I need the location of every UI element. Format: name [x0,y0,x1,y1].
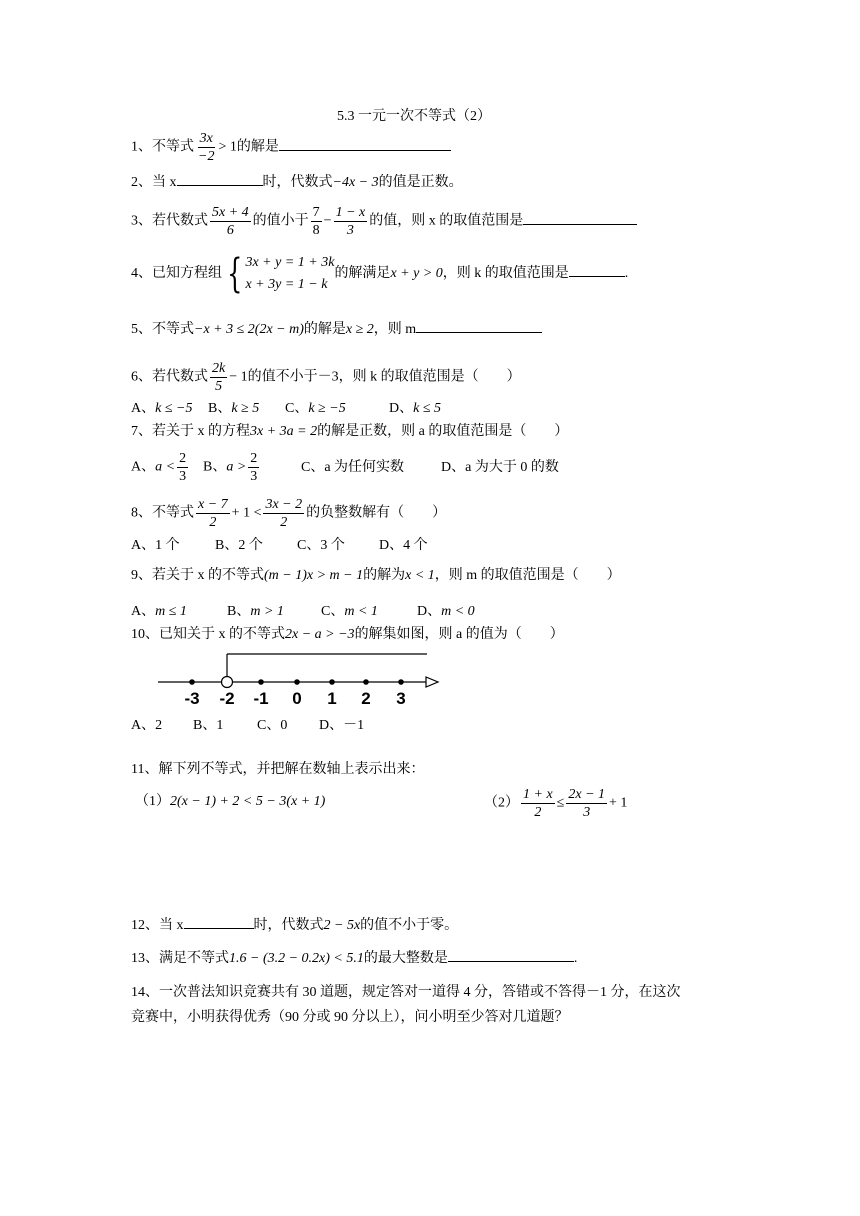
q6-numerator: 2k [212,361,226,376]
q12-prefix: 12、当 x [131,918,184,933]
q1-fraction [196,130,216,165]
question-5 [131,320,542,340]
q7-option-b[interactable] [203,450,301,485]
q8-suffix: 的负整数解有（ ） [306,505,447,521]
q5-suffix: ，则 m [373,322,417,337]
q6-option-b-value: k ≥ 5 [231,401,260,416]
number-line [150,648,450,710]
q9-option-b-label: B、 [227,604,251,619]
q3-f2-denominator: 8 [312,223,320,238]
q12-expression: 2 − 5x [323,918,361,933]
q7-option-a-num: 2 [179,451,187,466]
number-line-label: 2 [361,689,371,708]
number-line-point [399,680,403,684]
q9-expression: (m − 1)x > m − 1 [264,568,364,583]
q6-options [131,399,441,419]
q9-option-c[interactable] [321,602,417,622]
q8-fraction-1 [196,496,230,531]
q5-solution: x ≥ 2 [345,322,374,337]
q3-suffix: 的值，则 x 的取值范围是 [369,213,524,229]
q1-relation: > 1 [218,139,237,155]
q8-f2-numerator: 3x − 2 [265,497,303,512]
q3-f1-numerator: 5x + 4 [212,205,249,220]
q9-suffix: ，则 m 的取值范围是（ ） [434,568,621,583]
q6-prefix: 6、若代数式 [131,369,208,385]
q2-prefix: 2、当 x [131,175,177,190]
question-14-line-1: 14、一次普法知识竞赛共有 30 道题，规定答对一道得 4 分，答错或不答得－1 分，在这次 [131,985,681,1000]
q6-option-c-value: k ≥ −5 [308,401,346,416]
question-1 [131,130,451,165]
q7-option-a-lhs: a < [155,459,176,475]
q9-option-c-value: m < 1 [344,604,378,619]
q10-suffix: 的解集如图，则 a 的值为（ ） [354,627,564,642]
q1-prefix: 1、不等式 [131,139,194,155]
q7-option-b-lhs: a > [226,459,247,475]
q4-suffix: ，则 k 的取值范围是 [442,266,569,282]
q6-suffix: 的值不小于－3，则 k 的取值范围是（ ） [247,369,521,385]
q1-numerator: 3x [199,131,213,146]
q4-prefix: 4、已知方程组 [131,266,222,282]
question-2 [131,173,463,193]
q7-option-b-den: 3 [250,469,258,484]
q7-option-a-fraction [177,450,188,485]
q7-option-c[interactable]: C、a 为任何实数 [301,459,405,475]
q10-expression: 2x − a > −3 [285,627,355,642]
q6-option-d-label: D、 [389,401,414,416]
q11-p2-f1-numerator: 1 + x [523,787,553,802]
q11-part-1-expression: 2(x − 1) + 2 < 5 − 3(x + 1) [170,794,326,809]
q4-equation-2: x + 3y = 1 − k [245,277,328,292]
q7-option-a-den: 3 [179,469,187,484]
q4-equation-system [245,252,334,296]
number-line-label: 1 [327,689,337,708]
q8-f2-denominator: 2 [280,515,288,530]
q10-prefix: 10、已知关于 x 的不等式 [131,627,285,642]
q7-option-b-fraction [248,450,259,485]
q7-option-d[interactable]: D、a 为大于 0 的数 [441,459,559,475]
q6-option-b-label: B、 [208,401,232,416]
q12-suffix: 的值不小于零。 [360,918,459,933]
q10-option-b[interactable]: B、1 [193,718,224,733]
q6-option-d-value: k ≤ 5 [413,401,442,416]
question-3 [131,204,637,239]
q8-f1-denominator: 2 [209,515,217,530]
q4-equation-1: 3x + y = 1 + 3k [245,255,335,270]
q13-answer-blank[interactable] [448,949,574,962]
q9-middle: 的解为 [363,568,406,583]
q3-fraction-2 [311,204,322,239]
question-6 [131,360,521,395]
q11-part-2-fraction-2 [566,786,607,821]
q10-option-c[interactable]: C、0 [257,718,288,733]
q6-option-d[interactable] [389,399,441,419]
q9-option-a-label: A、 [131,604,156,619]
question-12 [131,916,458,936]
q6-option-b[interactable] [208,399,285,419]
q7-suffix: 的解是正数，则 a 的取值范围是（ ） [317,424,569,439]
q9-option-a-value: m ≤ 1 [155,604,187,619]
number-line-label: -3 [184,689,200,708]
q6-option-a-label: A、 [131,401,156,416]
q7-prefix: 7、若关于 x 的方程 [131,424,250,439]
number-line-point [259,680,263,684]
q2-answer-blank[interactable] [177,173,263,186]
q12-answer-blank[interactable] [184,916,254,929]
q13-middle: 的最大整数是 [363,951,448,966]
q4-middle: 的解满足 [334,266,391,282]
q11-part-2-fraction-1 [521,786,555,821]
q9-solution: x < 1 [405,568,435,583]
q9-prefix: 9、若关于 x 的不等式 [131,568,264,583]
number-line-label: 3 [396,689,406,708]
q8-option-a[interactable]: A、1 个 [131,538,180,553]
q6-fraction [210,360,227,395]
q1-suffix: 的解是 [236,139,279,155]
q8-option-d[interactable]: D、4 个 [379,538,428,553]
q6-option-c[interactable] [285,399,389,419]
q7-option-a[interactable] [131,450,203,485]
number-line-label: 0 [292,689,302,708]
q11-part-1-label: （1） [135,794,170,809]
number-line-label: -2 [219,689,235,708]
q3-f3-numerator: 1 − x [335,205,366,220]
q8-option-b[interactable]: B、2 个 [215,538,263,553]
q10-option-a[interactable]: A、2 [131,718,163,733]
q9-option-b[interactable] [227,602,321,622]
q2-expression: −4x − 3 [332,175,379,190]
q6-denominator: 5 [215,379,223,394]
q7-equation: 3x + 3a = 2 [250,424,318,439]
q9-option-d-value: m < 0 [441,604,475,619]
q9-option-d[interactable] [417,602,475,622]
q9-option-c-label: C、 [321,604,345,619]
q3-fraction-3 [334,204,368,239]
q11-p2-f1-denominator: 2 [534,805,542,820]
number-line-point [364,680,368,684]
question-8 [131,496,446,531]
q3-f2-numerator: 7 [312,205,320,220]
q9-option-d-label: D、 [417,604,442,619]
q13-prefix: 13、满足不等式 [131,951,229,966]
q6-option-a-value: k ≤ −5 [155,401,193,416]
question-7 [131,422,568,442]
q13-end: . [573,951,578,966]
number-line-point [330,680,334,684]
q3-f3-denominator: 3 [346,223,354,238]
q11-part-2-label: （2） [484,795,519,811]
q12-middle: 时，代数式 [253,918,324,933]
question-14-line-2: 竞赛中，小明获得优秀（90 分或 90 分以上），问小明至少答对几道题？ [131,1010,569,1025]
q11-p2-f2-denominator: 3 [583,805,591,820]
q8-option-c[interactable]: C、3 个 [297,538,345,553]
q9-option-a[interactable] [131,602,227,622]
q5-answer-blank[interactable] [416,320,542,333]
q5-middle: 的解是 [303,322,346,337]
q8-f1-numerator: x − 7 [198,497,228,512]
q5-expression: −x + 3 ≤ 2(2x − m) [194,322,304,337]
q7-options [131,450,559,485]
question-9 [131,566,621,586]
question-10 [131,625,564,645]
q11-part-2-relation: ≤ [556,795,565,811]
q1-denominator: −2 [198,149,215,164]
q10-option-d[interactable]: D、－1 [319,718,365,733]
question-11: 11、解下列不等式，并把解在数轴上表示出来： [131,762,425,777]
q4-end: . [624,266,629,282]
page-title: 5.3 一元一次不等式（2） [337,109,491,124]
q11-part-1 [135,792,325,812]
q8-middle: + 1 < [231,505,262,521]
q8-fraction-2 [263,496,304,531]
number-line-label: -1 [253,689,269,708]
q1-answer-blank[interactable] [279,138,451,151]
q2-middle: 时，代数式 [262,175,333,190]
q7-option-b-label: B、 [203,459,227,475]
q6-option-a[interactable] [131,399,208,419]
q4-condition: x + y > 0 [390,266,443,282]
number-line-point [295,680,299,684]
q11-p2-f2-numerator: 2x − 1 [568,787,606,802]
q7-option-a-label: A、 [131,459,156,475]
q6-tail: − 1 [229,369,248,385]
q3-answer-blank[interactable] [523,212,637,225]
q4-answer-blank[interactable] [569,264,625,277]
q8-prefix: 8、不等式 [131,505,194,521]
q6-option-c-label: C、 [285,401,309,416]
q13-expression: 1.6 − (3.2 − 0.2x) < 5.1 [229,951,364,966]
q8-options [131,536,428,556]
q11-part-2-tail: + 1 [609,795,628,811]
q9-options [131,602,475,622]
q11-part-2 [484,786,627,821]
q4-brace-icon: { [227,251,243,297]
q3-f1-denominator: 6 [226,223,234,238]
q3-middle: 的值小于 [252,213,309,229]
q5-prefix: 5、不等式 [131,322,194,337]
number-line-open-point [222,677,233,688]
q3-prefix: 3、若代数式 [131,213,208,229]
number-line-point [190,680,194,684]
q9-option-b-value: m > 1 [250,604,284,619]
question-13 [131,949,577,969]
q3-minus: − [323,213,332,229]
number-line-arrow-icon [426,677,438,687]
question-4 [131,252,628,296]
q7-option-b-num: 2 [250,451,258,466]
q10-options [131,716,364,736]
q2-suffix: 的值是正数。 [378,175,463,190]
q3-fraction-1 [210,204,251,239]
